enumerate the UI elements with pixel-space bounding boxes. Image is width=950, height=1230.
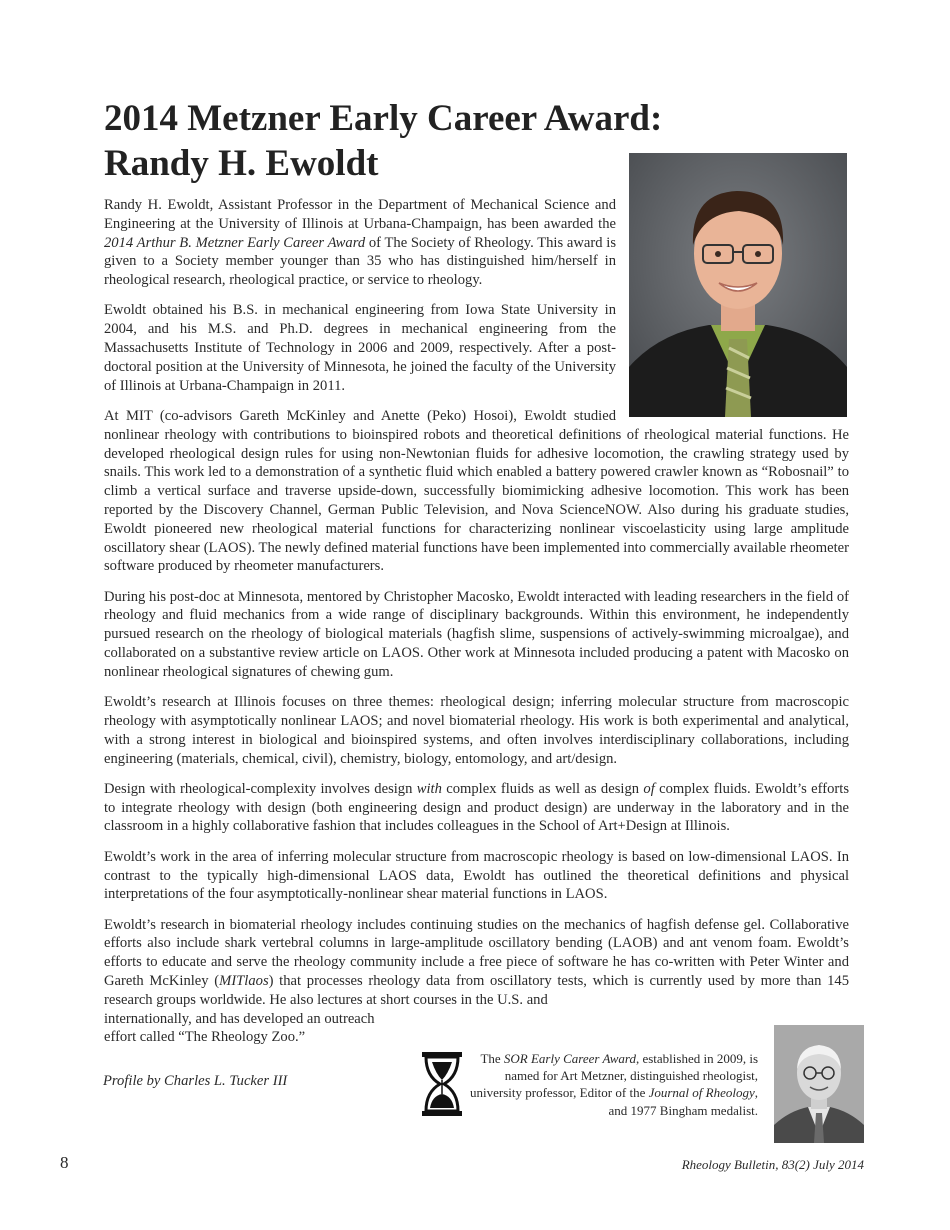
p1-text-c: of The Society of Rheology. This award is given to a Society member younger than 35 who has distinguished him/herself in rheological research, rheological practice, or service to rheology. — [104, 234, 617, 289]
sidebar-text-c: , established in 2009, is named for Art Metzner, distinguished rheologist, university professor, Editor of the — [470, 1051, 758, 1101]
award-sidebar-note — [468, 1050, 758, 1119]
software-name-italic: MITlaos — [219, 972, 269, 989]
paragraph-5: Ewoldt’s research at Illinois focuses on three themes: rheological design; inferring molecular structure from macroscopic rheology with asymptotically nonlinear LAOS; and novel biomaterial rheology. His work is both experimental and analytical, with a strong interest in biological and bioinspired systems, and often involves interdisciplinary collaborations, including engineering (materials, chemical, civil), chemistry, biology, entomology, and art/design. — [104, 694, 849, 767]
p6-italic-with: with — [416, 780, 442, 797]
p8-text-d: internationally, and has developed an outreach — [104, 1010, 375, 1027]
p6-text-e: complex fluids. Ewoldt’s efforts to integrate rheology with design (both engineering design and product design) are underway in the laboratory and in the classroom in a highly collaborative fashion that includes colleagues in the School of Art+Design at Illinois. — [104, 780, 850, 835]
paragraph-2: Ewoldt obtained his B.S. in mechanical engineering from Iowa State University in 2004, and his M.S. and Ph.D. degrees in mechanical engineering from the Massachusetts Institute of Technology in 2006 and 2009, respectively. After a post-doctoral position at the University of Minnesota, he joined the faculty of the University of Illinois at Urbana-Champaign in 2011. — [104, 302, 616, 394]
metzner-portrait — [774, 1025, 864, 1143]
paragraph-8 — [104, 916, 849, 1048]
title-line-2: Randy H. Ewoldt — [104, 143, 379, 184]
profile-credit: Profile by Charles L. Tucker III — [103, 1073, 288, 1089]
title-line-1: 2014 Metzner Early Career Award: — [104, 98, 663, 139]
p6-text-a: Design with rheological-complexity involves design — [104, 780, 417, 797]
paragraph-4: During his post-doc at Minnesota, mentored by Christopher Macosko, Ewoldt interacted with leading researchers in the field of rheology and fluid mechanics from a wide range of disciplinary backgrounds. Within this environment, he independently pursued research on the rheology of biological materials (hagfish slime, suspensions of actively-swimming microalgae), and collaborated on a substantive review article on LAOS. Other work at Minnesota included producing a patent with Macosko on nonlinear rheological signatures of chewing gum. — [104, 588, 849, 680]
p8-text-a: Ewoldt’s research in biomaterial rheology includes continuing studies on the mechanics of hagfish defense gel. Collaborative efforts also include shark vertebral columns in large-amplitude oscillatory bending (LAOB) and ant venom foam. Ewoldt’s efforts to educate and serve the rheology community include a free piece of software he has co-written with Peter Winter and Gareth McKinley ( — [104, 916, 849, 989]
sidebar-award-italic: SOR Early Career Award — [503, 1051, 636, 1066]
p8-text-e: effort called “The Rheology Zoo.” — [104, 1029, 306, 1046]
paragraph-6 — [104, 780, 849, 836]
sidebar-text-a: The — [480, 1051, 504, 1066]
p6-text-c: complex fluids as well as design — [441, 780, 644, 797]
award-name-italic: 2014 Arthur B. Metzner Early Career Award — [104, 234, 366, 251]
paragraph-3: At MIT (co-advisors Gareth McKinley and Anette (Peko) Hosoi), Ewoldt studied nonlinear rheology with contributions to bioinspired robots and theoretical definitions of rheological material functions. He developed rheological design rules for using non-Newtonian fluids for adhesive locomotion, the crawling strategy used by snails. This work led to a demonstration of a synthetic fluid which enabled a battery powered crawler known as “Robosnail” to climb a vertical surface and traverse upside-down, successfully biomimicking adhesive locomotion. This work has been reported by the Discovery Channel, German Public Television, and Nova ScienceNOW. Also during his graduate studies, Ewoldt pioneered new rheological material functions for characterizing nonlinear viscoelasticity using large amplitude oscillatory shear (LAOS). The newly defined material functions have been implemented into commercially available rheometer software produced by rheometer manufacturers. — [104, 407, 849, 575]
sidebar-text-e: , and 1977 Bingham medalist. — [608, 1085, 758, 1118]
article-body — [104, 196, 849, 1047]
p1-text-a: Randy H. Ewoldt, Assistant Professor in the Department of Mechanical Science and Engineering at the University of Illinois at Urbana-Champaign, has been awarded the — [104, 197, 616, 232]
paragraph-7: Ewoldt’s work in the area of inferring molecular structure from macroscopic rheology is based on low-dimensional LAOS. In contrast to the typically high-dimensional LAOS data, Ewoldt has outlined the theoretical definitions and physical interpretations of the four asymptotically-nonlinear shear material functions in LAOS. — [104, 848, 849, 903]
p8-text-c: ) that processes rheology data from oscillatory tests, which is currently used by more than 145 research groups worldwide. He also lectures at short courses in the U.S. and — [104, 972, 849, 1008]
photo-wrap-spacer — [616, 196, 849, 420]
page-number: 8 — [60, 1153, 69, 1172]
hourglass-icon — [418, 1050, 466, 1118]
footer-journal-citation: Rheology Bulletin, 83(2) July 2014 — [681, 1157, 864, 1172]
sidebar-journal-italic: Journal of Rheology — [648, 1085, 755, 1101]
p6-italic-of: of — [643, 780, 655, 797]
